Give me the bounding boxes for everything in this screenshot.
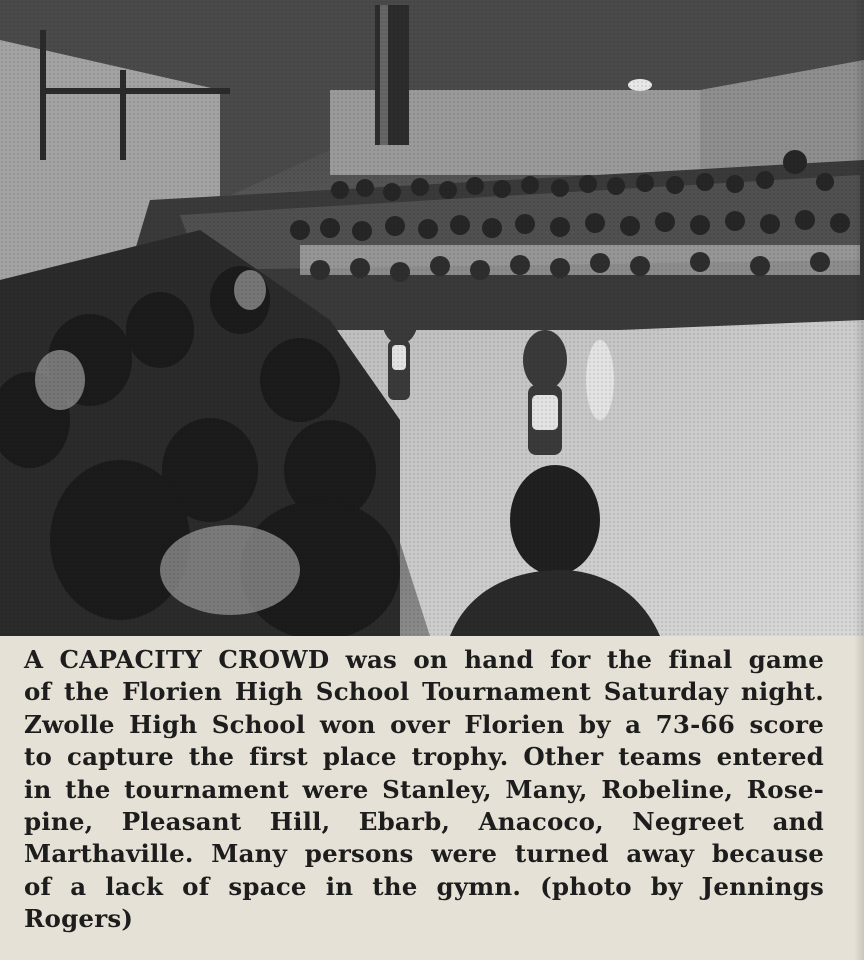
caption-line-7: Marthaville. Many persons were turned away because xyxy=(24,839,824,869)
caption-lead: A CAPACITY CROWD xyxy=(24,645,330,674)
caption-line-8: of a lack of space in the gymn. (photo by Jennings xyxy=(24,871,824,901)
caption-line-3: Zwolle High School won over Florien by a 73-66 score xyxy=(24,709,824,739)
caption-line-1-rest: was on hand for the final game xyxy=(329,645,824,674)
paper-edge-shadow xyxy=(854,0,864,960)
caption-line-4: to capture the first place trophy. Other teams entered xyxy=(24,742,824,772)
caption-line-1 xyxy=(24,644,824,676)
caption-line-2: of the Florien High School Tournament Saturday night. xyxy=(24,677,824,707)
photo-caption xyxy=(24,644,824,936)
caption-line-6: pine, Pleasant Hill, Ebarb, Anacoco, Negreet and xyxy=(24,807,824,837)
caption-line-5: in the tournament were Stanley, Many, Robeline, Rose- xyxy=(24,774,824,804)
caption-line-9: Rogers) xyxy=(24,904,134,934)
